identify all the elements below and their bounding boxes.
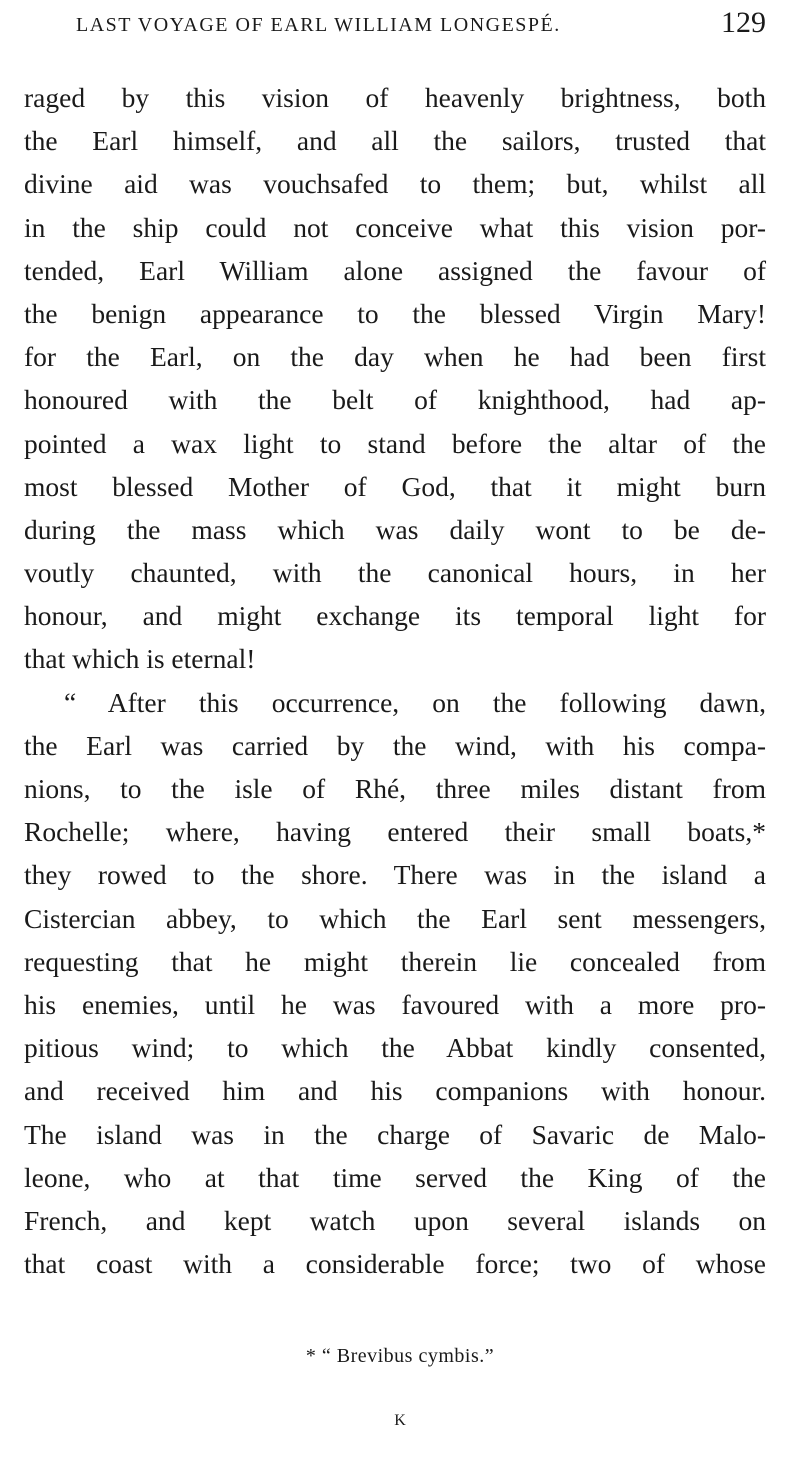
footnote: * “ Brevibus cymbis.” (305, 1345, 495, 1367)
text-line: The island was in the charge of Savaric de Malo- (24, 1118, 766, 1150)
text-line: divine aid was vouchsafed to them; but, whilst all (24, 168, 766, 200)
text-line: during the mass which was daily wont to be de- (24, 513, 766, 545)
text-line: and received him and his companions with honour. (24, 1075, 766, 1107)
running-head (76, 6, 766, 42)
page-number: 129 (721, 6, 766, 39)
text-line: leone, who at that time served the King of the (24, 1161, 766, 1193)
text-line: they rowed to the shore. There was in the island a (24, 859, 766, 891)
text-line: French, and kept watch upon several islands on (24, 1204, 766, 1236)
signature-mark: K (394, 1412, 406, 1429)
text-line: the Earl was carried by the wind, with his compa- (24, 729, 766, 761)
text-line: the benign appearance to the blessed Virgin Mary! (24, 297, 766, 329)
text-line: his enemies, until he was favoured with a more pro- (24, 988, 766, 1020)
text-line: tended, Earl William alone assigned the favour of (24, 254, 766, 286)
body-text (24, 76, 766, 1285)
text-line: nions, to the isle of Rhé, three miles distant from (24, 773, 766, 804)
text-line: pitious wind; to which the Abbat kindly consented, (24, 1032, 766, 1064)
text-line: “ After this occurrence, on the following dawn, (64, 686, 766, 718)
text-line: that coast with a considerable force; two of whose (24, 1248, 766, 1280)
text-line: raged by this vision of heavenly brightness, both (24, 82, 766, 113)
text-line: for the Earl, on the day when he had been first (24, 341, 766, 373)
text-line: voutly chaunted, with the canonical hours, in her (24, 557, 766, 589)
text-line: the Earl himself, and all the sailors, trusted that (24, 125, 766, 157)
text-line: in the ship could not conceive what this vision por- (24, 211, 766, 243)
text-line: Cistercian abbey, to which the Earl sent messengers, (24, 902, 766, 934)
text-line: honour, and might exchange its temporal light for (24, 600, 766, 632)
text-line: requesting that he might therein lie concealed from (24, 945, 766, 977)
text-line: Rochelle; where, having entered their small boats,* (24, 816, 766, 848)
text-line: that which is eternal! (24, 643, 256, 675)
text-line: most blessed Mother of God, that it might burn (24, 470, 766, 502)
text-line: honoured with the belt of knighthood, had ap- (24, 384, 766, 416)
text-line: pointed a wax light to stand before the altar of the (24, 427, 766, 459)
running-title: LAST VOYAGE OF EARL WILLIAM LONGESPÉ. (76, 14, 561, 36)
